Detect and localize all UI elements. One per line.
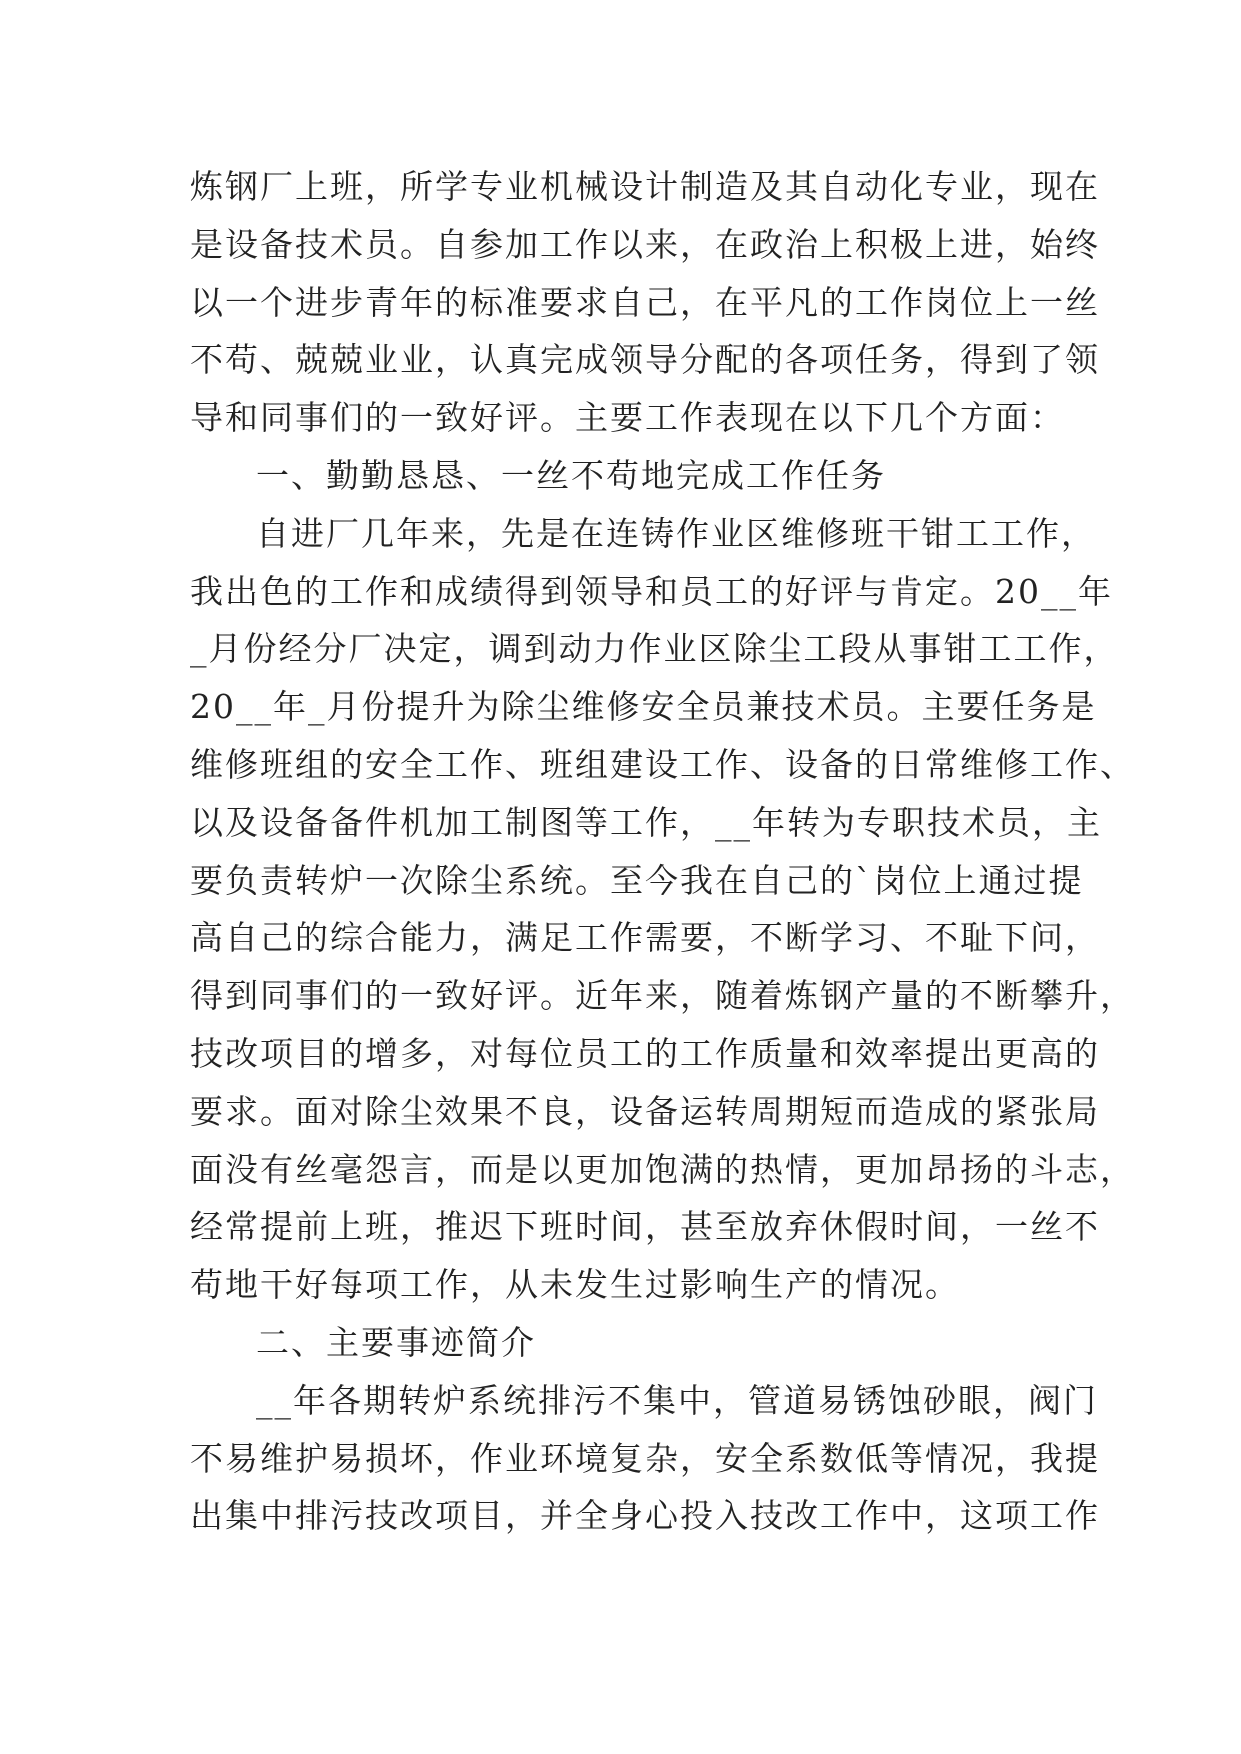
text-line: 20__年_月份提升为除尘维修安全员兼技术员。主要任务是	[190, 687, 1097, 727]
text-line: 出集中排污技改项目，并全身心投入技改工作中，这项工作	[190, 1496, 1100, 1536]
text-line: 不苟、兢兢业业，认真完成领导分配的各项任务，得到了领	[190, 340, 1100, 380]
text-line: 技改项目的增多，对每位员工的工作质量和效率提出更高的	[190, 1033, 1100, 1073]
text-line: 苟地干好每项工作，从未发生过影响生产的情况。	[190, 1265, 960, 1305]
text-line: 经常提前上班，推迟下班时间，甚至放弃休假时间，一丝不	[190, 1207, 1100, 1247]
text-line: 是设备技术员。自参加工作以来，在政治上积极上进，始终	[190, 224, 1100, 264]
text-line: 导和同事们的一致好评。主要工作表现在以下几个方面：	[190, 398, 1065, 438]
text-line: 自进厂几年来，先是在连铸作业区维修班干钳工工作，	[256, 513, 1096, 553]
text-line: 以及设备备件机加工制图等工作，__年转为专职技术员，主	[190, 802, 1102, 842]
text-line: _月份经分厂决定，调到动力作业区除尘工段从事钳工工作，	[190, 629, 1119, 669]
text-line: __年各期转炉系统排污不集中，管道易锈蚀砂眼，阀门	[256, 1380, 1098, 1420]
text-line: 我出色的工作和成绩得到领导和员工的好评与肯定。20__年	[190, 571, 1113, 611]
text-line: 要求。面对除尘效果不良，设备运转周期短而造成的紧张局	[190, 1091, 1100, 1131]
section-heading: 二、主要事迹简介	[256, 1322, 536, 1362]
text-line: 维修班组的安全工作、班组建设工作、设备的日常维修工作、	[190, 744, 1135, 784]
text-line: 以一个进步青年的标准要求自己，在平凡的工作岗位上一丝	[190, 282, 1100, 322]
text-line: 要负责转炉一次除尘系统。至今我在自己的`岗位上通过提	[190, 860, 1084, 900]
text-line: 得到同事们的一致好评。近年来，随着炼钢产量的不断攀升，	[190, 976, 1135, 1016]
text-line: 面没有丝毫怨言，而是以更加饱满的热情，更加昂扬的斗志，	[190, 1149, 1135, 1189]
text-line: 高自己的综合能力，满足工作需要，不断学习、不耻下问，	[190, 918, 1100, 958]
text-line: 炼钢厂上班，所学专业机械设计制造及其自动化专业，现在	[190, 167, 1100, 206]
document-body	[190, 158, 1135, 1545]
text-line: 不易维护易损坏，作业环境复杂，安全系数低等情况，我提	[190, 1438, 1100, 1478]
section-heading: 一、勤勤恳恳、一丝不苟地完成工作任务	[256, 455, 886, 495]
